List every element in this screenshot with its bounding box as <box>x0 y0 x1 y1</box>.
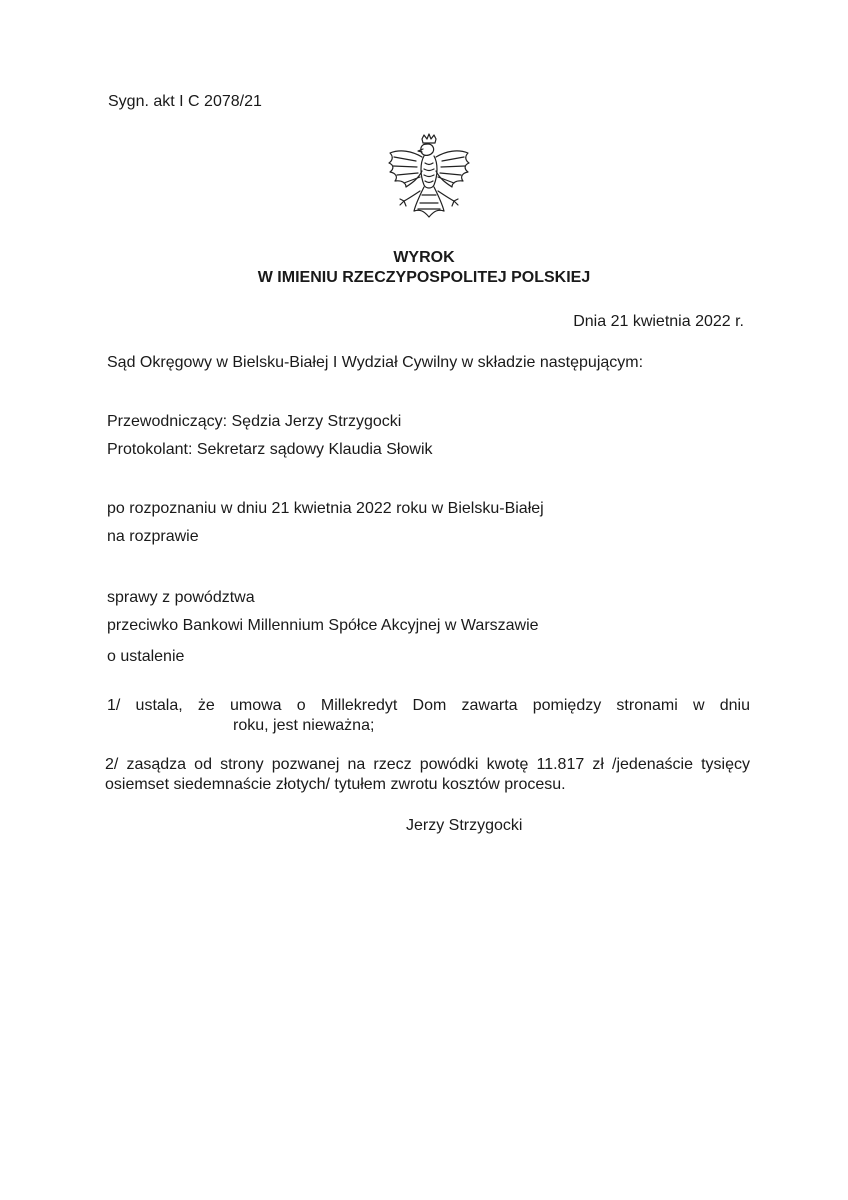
ruling-point-2-line-1: 2/ zasądza od strony pozwanej na rzecz powódki kwotę 11.817 zł /jedenaście tysięcy <box>105 756 750 773</box>
judgment-subtitle: W IMIENIU RZECZYPOSPOLITEJ POLSKIEJ <box>257 269 591 286</box>
judge-signature: Jerzy Strzygocki <box>406 817 523 834</box>
court-clerk: Protokolant: Sekretarz sądowy Klaudia Słowik <box>107 441 433 458</box>
ruling-point-1-line-1: 1/ ustala, że umowa o Millekredyt Dom zawarta pomiędzy stronami w dniu <box>107 697 750 714</box>
court-composition-intro: Sąd Okręgowy w Bielsku-Białej I Wydział Cywilny w składzie następującym: <box>107 354 644 371</box>
polish-eagle-emblem-icon <box>386 133 472 221</box>
hearing-info: po rozpoznaniu w dniu 21 kwietnia 2022 roku w Bielsku-Białej <box>107 500 544 517</box>
case-subject: o ustalenie <box>107 648 185 665</box>
judgment-title: WYROK <box>393 249 455 266</box>
case-claim: sprawy z powództwa <box>107 589 255 606</box>
presiding-judge: Przewodniczący: Sędzia Jerzy Strzygocki <box>107 413 402 430</box>
case-number: Sygn. akt I C 2078/21 <box>108 93 262 110</box>
ruling-point-2 <box>105 755 750 795</box>
ruling-point-2-line-2: osiemset siedemnaście złotych/ tytułem zwrotu kosztów procesu. <box>105 776 566 793</box>
ruling-point-1-line-2: roku, jest nieważna; <box>233 717 375 734</box>
case-defendant: przeciwko Bankowi Millennium Spółce Akcyjnej w Warszawie <box>107 617 539 634</box>
hearing-type: na rozprawie <box>107 528 199 545</box>
judgment-date: Dnia 21 kwietnia 2022 r. <box>573 313 744 330</box>
